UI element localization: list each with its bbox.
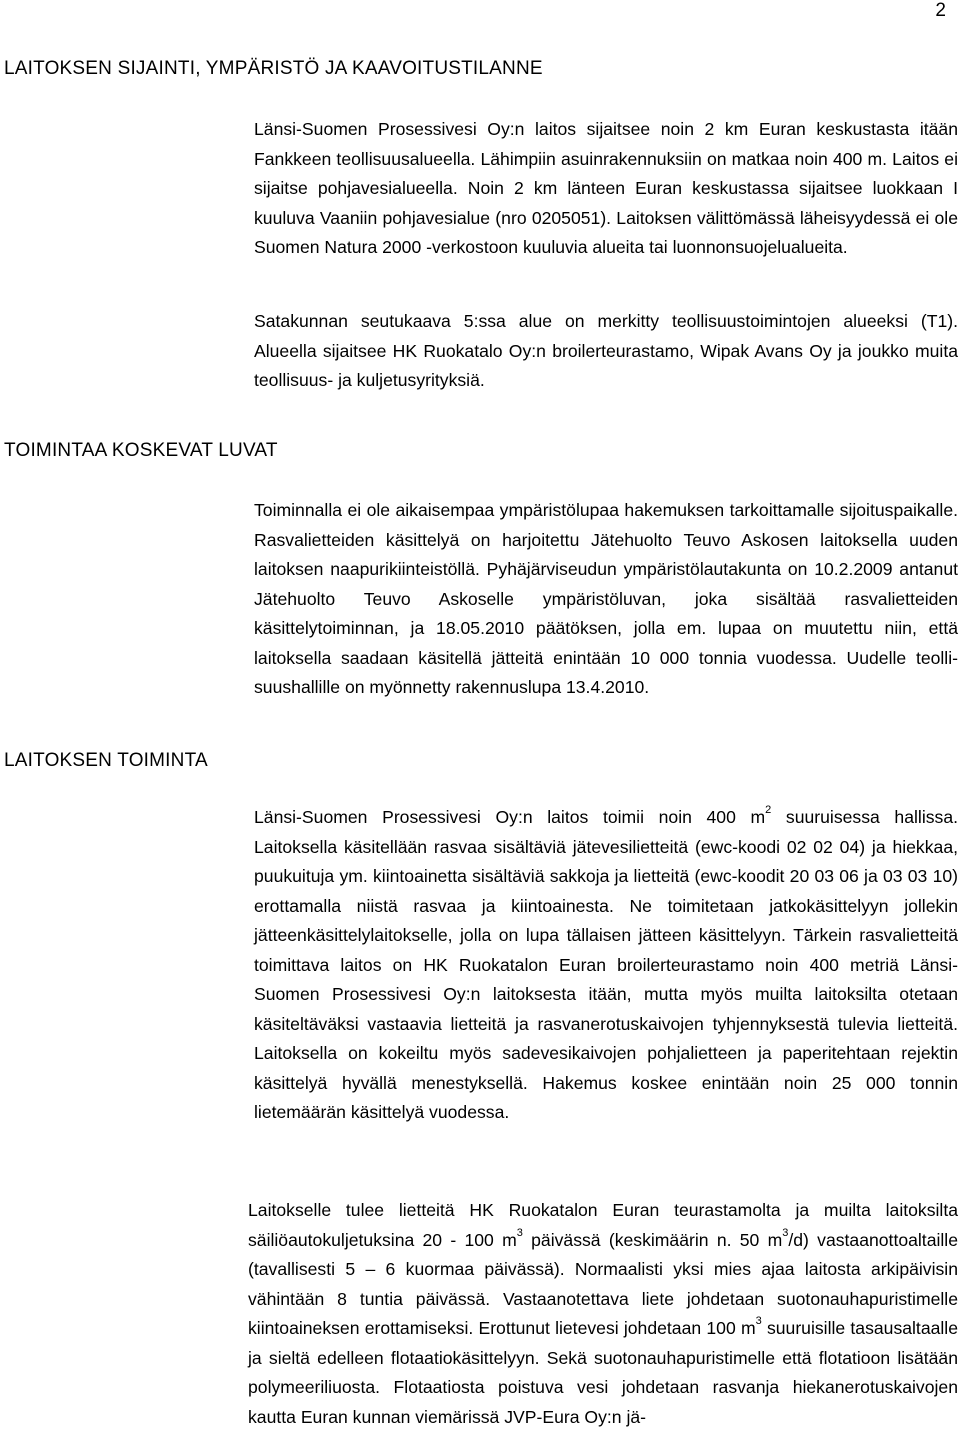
section-heading-location: LAITOKSEN SIJAINTI, YMPÄRISTÖ JA KAAVOITUSTILANNE xyxy=(4,58,543,79)
operation-p1-text-b: suuruisessa hallissa. Laitoksella käsitellään rasvaa sisältäviä jätevesilietteitä (ewc-koodi 02 02 04) ja hiekkaa, puukuituja ym. kiintoainetta sisältäviä sakkoja ja lietteitä (ewc-koodit 20 03 06 ja 03 03 10) erottamalla niistä rasvaa ja kiintoainesta. Ne toimitetaan jatkokäsittelyyn jollekin jätteenkäsittelylaitokselle, jolla on lupa tällaisen jätteen käsittelyyn. Tärkein rasvalietteitä toimittava laitos on HK Ruokatalon Euran broilerteurastamo noin 400 metriä Länsi-Suomen Prosessivesi Oy:n laitoksesta itään, mutta myös muilta laitoksilta otetaan käsiteltäväksi vastaavia lietteitä ja rasvanerotuskaivojen tyhjennyksestä tulevia lietteitä. Laitoksella on kokeiltu myös sadevesikaivojen pohjalietteen ja paperitehtaan rejektin käsittelyä hyvällä menestyksellä. Hakemus koskee enintään noin 25 000 tonnin lietemäärän käsittelyä vuodessa. xyxy=(254,807,958,1122)
section-heading-operation: LAITOKSEN TOIMINTA xyxy=(4,750,208,771)
operation-paragraph-2 xyxy=(248,1196,958,1432)
operation-p2-text-c: /d) vastaanottoaltaille (tavallisesti 5 – 6 kuormaa päivässä). Normaalisti yksi mies ajaa laitosta arkipäivisin vähintään 8 tuntia päivässä. Vastaanotettava liete johdetaan suotonauhapuristimelle kiintoaineksen erottamiseksi. Erottunut lietevesi johdetaan 100 m xyxy=(248,1229,958,1338)
operation-p2-text-a: Laitokselle tulee lietteitä HK Ruokatalon Euran teurastamolta ja muilta laitoksilta säiliöautokuljetuksina 20 - 100 m xyxy=(248,1200,958,1250)
operation-p1-text-a: Länsi-Suomen Prosessivesi Oy:n laitos toimii noin 400 m xyxy=(254,807,766,827)
operation-p2-superscript-3: 3 xyxy=(755,1315,762,1328)
operation-p2-text-b: päivässä (keskimäärin n. 50 m xyxy=(522,1229,783,1250)
permits-paragraph: Toiminnalla ei ole aikaisempaa ympäristölupaa hakemuksen tarkoittamalle sijoituspaikalle. Rasvalietteiden käsittelyä on harjoitettu Jätehuolto Teuvo Askosen laitoksella uuden laitoksen naapurikiinteistöllä. Pyhäjärviseudun ympäristölautakunta on 10.2.2009 antanut Jätehuolto Teuvo Askoselle ympäristöluvan, joka sisältää rasvalietteiden käsittelytoiminnan, ja 18.05.2010 päätöksen, jolla em. lupaa on muutettu niin, että laitoksella saadaan käsitellä jätteitä enintään 10 000 tonnia vuodessa. Uudelle teollisuushallille on myönnetty rakennuslupa 13.4.2010. xyxy=(254,500,958,697)
operation-paragraph-1 xyxy=(254,803,958,1128)
operation-p2-superscript-1: 3 xyxy=(516,1226,523,1239)
operation-p2-superscript-2: 3 xyxy=(782,1226,789,1239)
section-heading-permits: TOIMINTAA KOSKEVAT LUVAT xyxy=(4,440,278,461)
location-paragraph-2: Satakunnan seutukaava 5:ssa alue on merkitty teollisuustoimintojen alueeksi (T1). Alueella sijaitsee HK Ruokatalo Oy:n broilerteurastamo, Wipak Avans Oy ja joukko muita teollisuus- ja kuljetusyrityksiä. xyxy=(254,311,958,390)
location-paragraph-1: Länsi-Suomen Prosessivesi Oy:n laitos sijaitsee noin 2 km Euran keskustasta itään Fankkeen teollisuusalueella. Lähimpiin asuinrakennuksiin on matkaa noin 400 m. Laitos ei sijaitse pohjavesialueella. Noin 2 km länteen Euran keskustassa sijaitsee luokkaan I kuuluva Vaaniin pohjavesialue (nro 0205051). Laitoksen välittömässä läheisyydessä ei ole Suomen Natura 2000 -verkostoon kuuluvia alueita tai luonnonsuojelualueita. xyxy=(254,119,958,257)
page-number: 2 xyxy=(935,0,946,21)
operation-p1-superscript: 2 xyxy=(765,804,772,817)
operation-p2-text-d: suuruisille tasausaltaalle ja sieltä edelleen flotaatiokäsittelyyn. Sekä suotonauhapuristimelle että flotatioon lisätään polymeeriliuosta. Flotaatiosta poistuva vesi johdetaan rasvanja hiekanerotuskaivojen kautta Euran kunnan viemärissä JVP-Eura Oy:n jä- xyxy=(248,1318,958,1427)
